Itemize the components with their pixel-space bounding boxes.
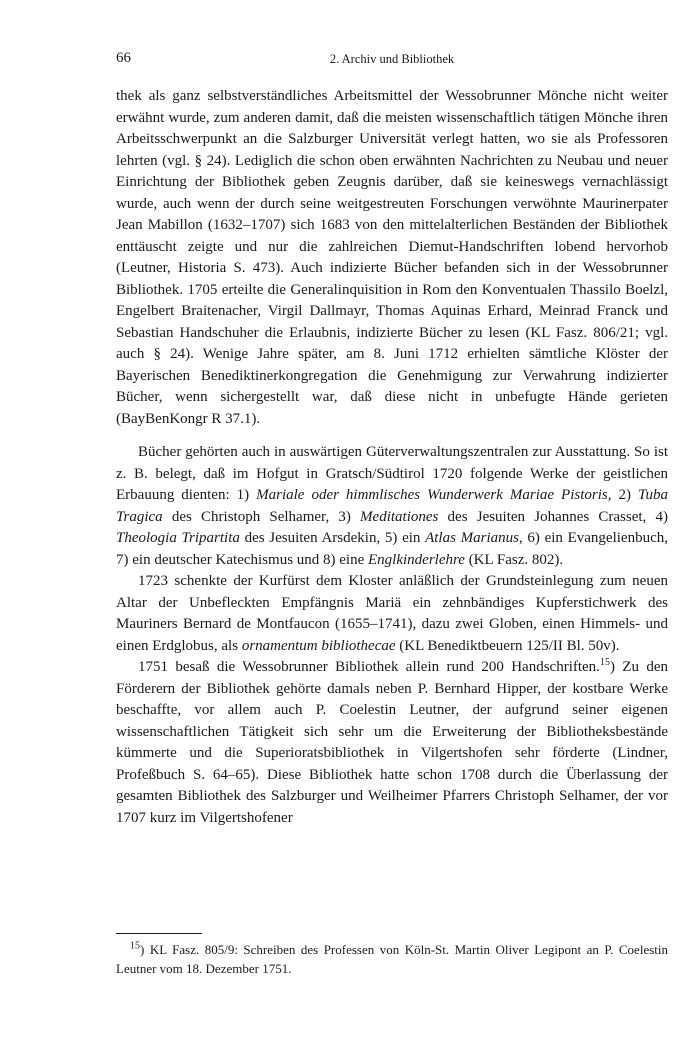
text-run: 1723 schenkte der Kurfürst dem Kloster anläßlich der Grundsteinlegung zum neuen Altar der Unbefleckten Empfängnis Mariä ein zehnbändiges Kupferstichwerk des Mauriners Bernard de Montfaucon (1655–1741), dazu zwei Globen, einen Himmels- und einen Erdglobus, als bbox=[116, 573, 668, 654]
italic-title: Theologia Tripartita bbox=[116, 530, 240, 546]
page-number: 66 bbox=[116, 50, 131, 66]
text-run: (KL Benediktbeuern 125/II Bl. 50v). bbox=[395, 637, 620, 654]
paragraph bbox=[116, 657, 668, 829]
text-run: , 6) ein Evangelienbuch, 7) ein deutscher Katechismus und 8) eine bbox=[116, 530, 668, 568]
body-text bbox=[116, 86, 668, 829]
text-run: des Jesuiten Johannes Crasset, 4) bbox=[438, 508, 668, 525]
footnote-text: ) KL Fasz. 805/9: Schreiben des Professen von Köln-St. Martin Oliver Legipont an P. Coelestin Leutner vom 18. Dezember 1751. bbox=[116, 942, 668, 976]
text-run: des Christoph Selhamer, 3) bbox=[162, 508, 361, 525]
italic-title: Atlas Marianus bbox=[425, 530, 519, 546]
paragraph bbox=[116, 571, 668, 657]
text-run: 1751 besaß die Wessobrunner Bibliothek allein rund 200 Handschriften. bbox=[138, 659, 600, 675]
footnote-divider bbox=[116, 933, 202, 934]
footnote-reference: 15 bbox=[599, 657, 610, 668]
running-head: 2. Archiv und Bibliothek bbox=[329, 52, 455, 66]
text-run: Bücher gehörten auch in auswärtigen Güterverwaltungszentralen zur Ausstattung. So ist z. B. belegt, daß im Hofgut in Gratsch/Südtirol 1720 folgende Werke der geistlichen Erbauung dienten: 1) bbox=[116, 444, 668, 503]
italic-title: Mariale oder himmlisches Wunderwerk Mariae Pistoris bbox=[256, 487, 608, 503]
italic-title: ornamentum bibliothecae bbox=[241, 637, 396, 654]
text-run: ) Zu den Förderern der Bibliothek gehörte damals neben P. Bernhard Hipper, der kostbare Werke beschaffte, vor allem auch P. Coelestin Leutner, der aufgrund seiner eigenen wissenschaftlichen Tätigkeit sich sehr um die Erweiterung der Bibliotheksbestände kümmerte und die Superioratsbibliothek in Vilgertshofen sehr förderte (Lindner, Profeßbuch S. 64–65). Diese Bibliothek hatte schon 1708 durch die Überlassung der gesamten Bibliothek des Salzburger und Weilheimer Pfarrers Christoph Selhamer, der vor 1707 kurz im Vilgertshofener bbox=[116, 659, 668, 826]
footnote bbox=[116, 940, 668, 978]
italic-title: Meditationes bbox=[360, 508, 439, 525]
text-run: , 2) bbox=[607, 487, 638, 503]
paragraph bbox=[116, 442, 668, 571]
page-header bbox=[116, 50, 668, 70]
footnote-marker: 15 bbox=[130, 940, 140, 952]
italic-title: Englkinderlehre bbox=[368, 551, 465, 568]
text-run: des Jesuiten Arsdekin, 5) ein bbox=[239, 530, 426, 546]
italic-title: Tuba Tragica bbox=[116, 487, 669, 525]
text-run: thek als ganz selbstverständliches Arbeitsmittel der Wessobrunner Mönche nicht weiter erwähnt wurde, zum anderen damit, daß die meisten wissenschaftlich tätigen Mönche ihren Arbeitsschwerpunkt an die Salzburger Universität verlegt hatten, wo sie als Professoren lehrten (vgl. § 24). Lediglich die schon oben erwähnten Nachrichten zu Neubau und neuer Einrichtung der Bibliothek geben Zeugnis darüber, daß sie keineswegs vernachlässigt wurde, auch wenn der durch seine weitgestreuten Forschungen verwöhnte Maurinerpater Jean Mabillon (1632–1707) sich 1683 von den mittelalterlichen Beständen der Bibliothek enttäuscht zeigte und nur die zahlreichen Diemut-Handschriften lobend hervorhob (Leutner, Historia S. 473). Auch indizierte Bücher befanden sich in der Wessobrunner Bibliothek. 1705 erteilte die Generalinquisition in Rom den Konventualen Thassilo Boelzl, Engelbert Braitenacher, Virgil Dallmayr, Thomas Aquinas Erhard, Meinrad Franck und Sebastian Handschuher die Erlaubnis, indizierte Bücher zu lesen (KL Fasz. 806/21; vgl. auch § 24). Wenige Jahre später, am 8. Juni 1712 erhielten sämtliche Klöster der Bayerischen Benediktinerkongregation die Genehmigung zur Verwahrung indizierter Bücher, wenn sichergestellt war, daß diese nicht in unbefugte Hände gerieten (BayBenKongr R 37.1). bbox=[116, 88, 668, 427]
text-run: (KL Fasz. 802). bbox=[464, 551, 564, 568]
paragraph bbox=[116, 86, 668, 430]
